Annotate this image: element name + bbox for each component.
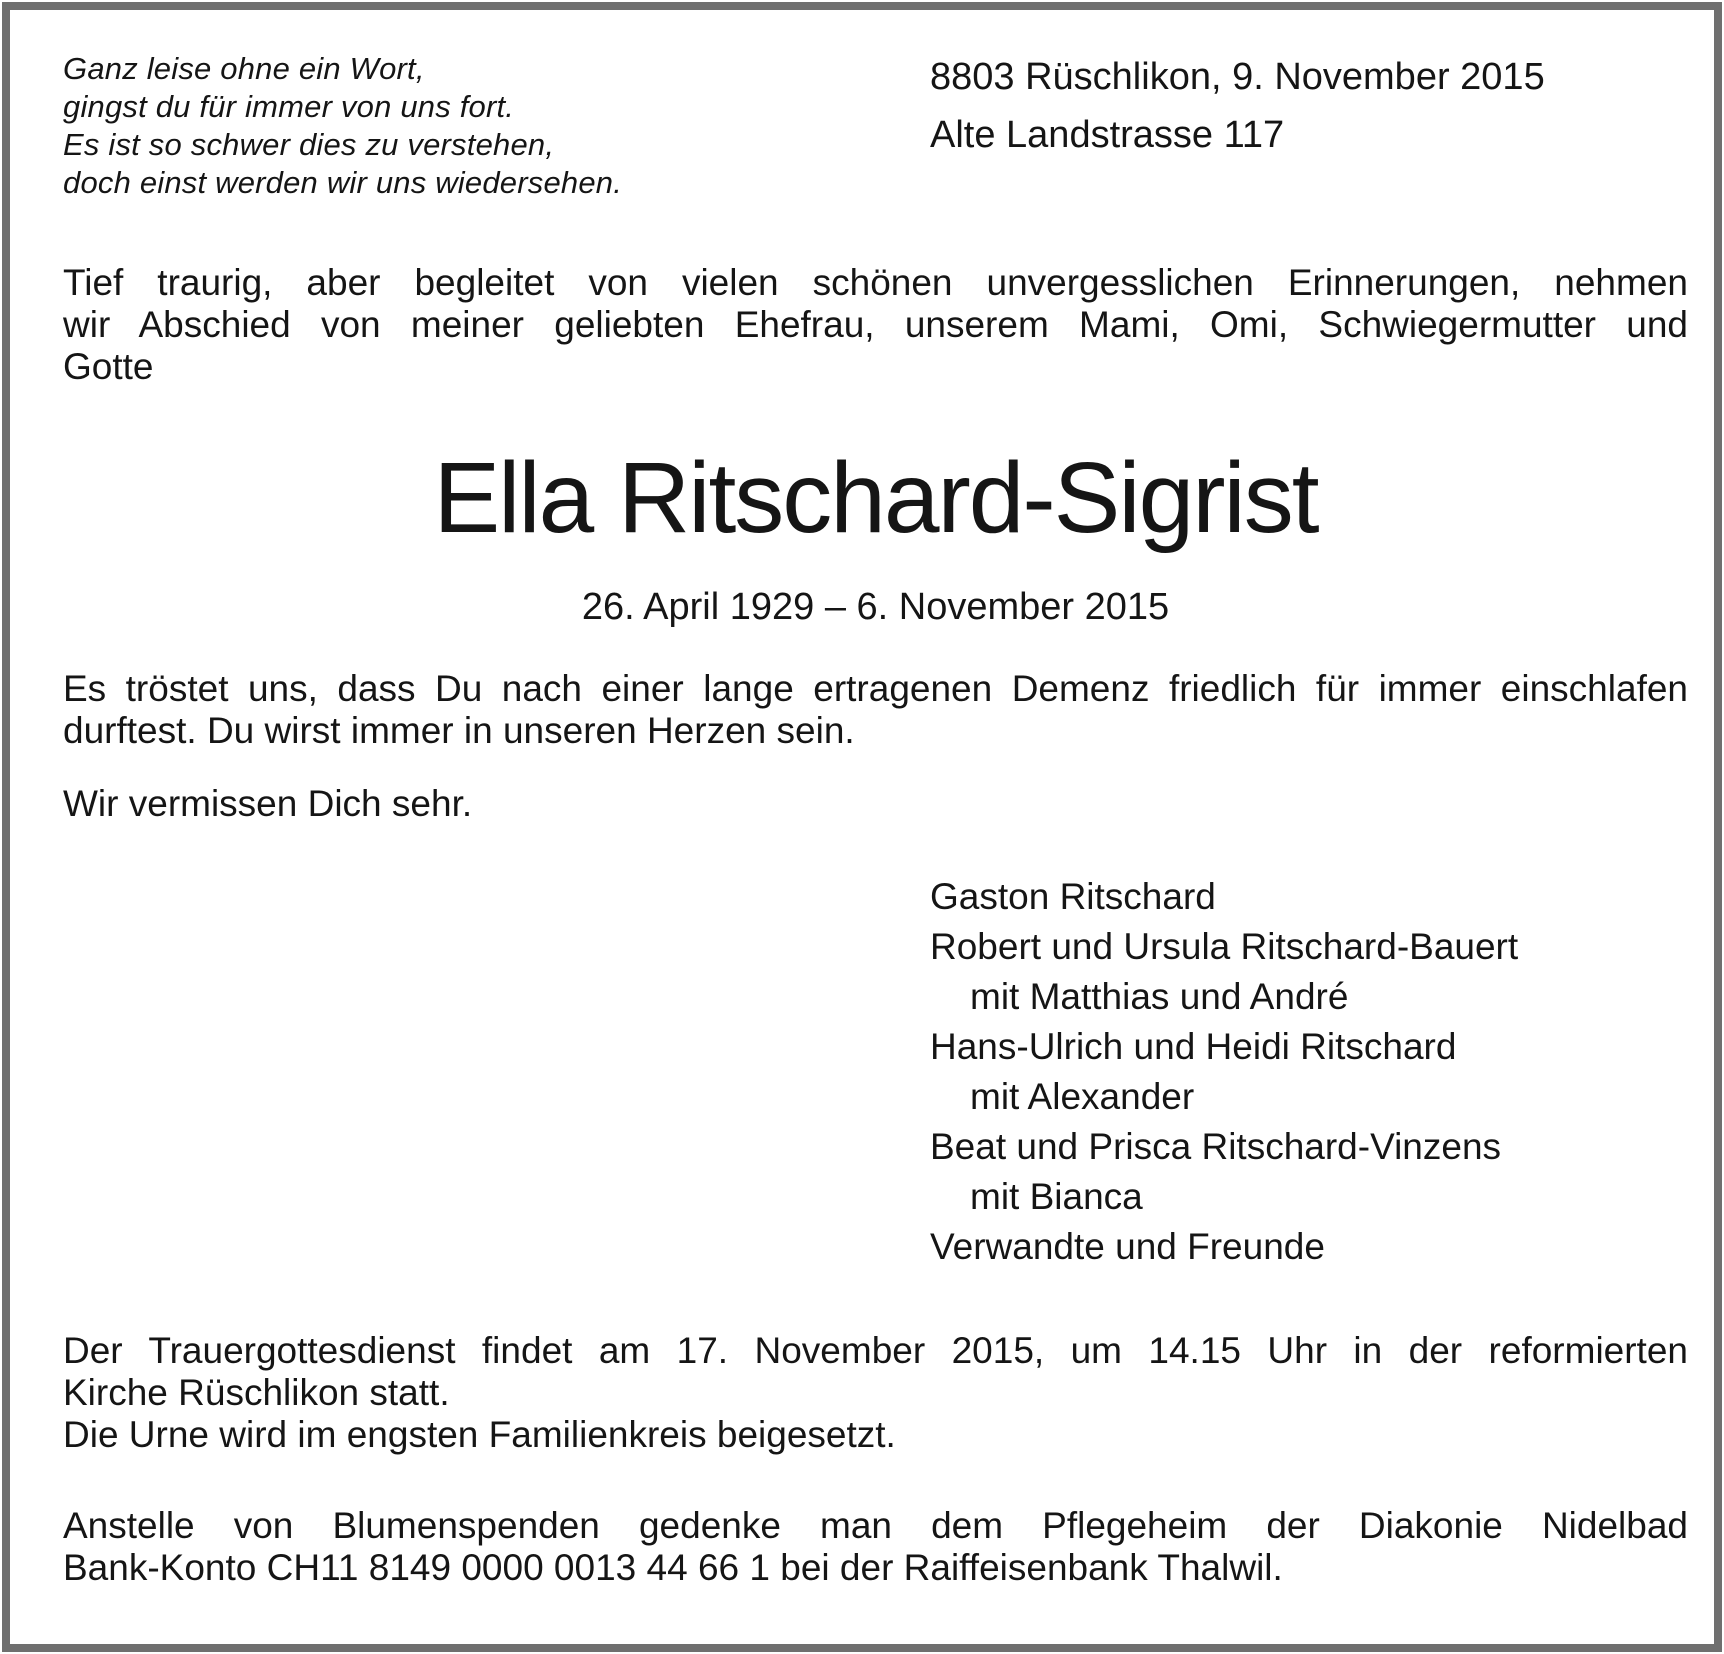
- mourners-list: [930, 872, 1518, 1272]
- header-right: [930, 48, 1545, 164]
- poem-line: Ganz leise ohne ein Wort,: [63, 51, 425, 86]
- life-dates: 26. April 1929 – 6. November 2015: [581, 586, 1170, 628]
- donation-line: Anstelle von Blumenspenden gedenke man dem Pflegeheim der Diakonie Nidelbad: [63, 1505, 1688, 1546]
- intro-line: Tief traurig, aber begleitet von vielen schönen unvergesslichen Erinnerungen, nehmen: [63, 262, 1688, 303]
- mourner-line: Verwandte und Freunde: [930, 1226, 1325, 1267]
- service-paragraph: [63, 1330, 1688, 1456]
- service-line: Kirche Rüschlikon statt.: [63, 1372, 450, 1413]
- mourner-sub-line: mit Bianca: [970, 1176, 1143, 1217]
- mourner-sub-line: mit Alexander: [970, 1076, 1195, 1117]
- consolation-line: durftest. Du wirst immer in unseren Herzen sein.: [63, 710, 855, 751]
- consolation-paragraph: [63, 668, 1688, 752]
- mourner-line: Robert und Ursula Ritschard-Bauert: [930, 926, 1519, 967]
- mourner-line: Hans-Ulrich und Heidi Ritschard: [930, 1026, 1457, 1067]
- address-line: Alte Landstrasse 117: [930, 114, 1285, 156]
- mourner-line: Gaston Ritschard: [930, 876, 1216, 917]
- poem-line: gingst du für immer von uns fort.: [63, 89, 515, 124]
- service-line: Der Trauergottesdienst findet am 17. November 2015, um 14.15 Uhr in der reformierten: [63, 1330, 1688, 1371]
- intro-line: wir Abschied von meiner geliebten Ehefrau, unserem Mami, Omi, Schwiegermutter und: [63, 304, 1688, 345]
- farewell-line: Wir vermissen Dich sehr.: [63, 783, 473, 824]
- service-line: Die Urne wird im engsten Familienkreis beigesetzt.: [63, 1414, 896, 1455]
- donation-paragraph: [63, 1505, 1688, 1589]
- donation-line: Bank-Konto CH11 8149 0000 0013 44 66 1 bei der Raiffeisenbank Thalwil.: [63, 1547, 1283, 1588]
- intro-paragraph: [63, 262, 1688, 388]
- poem-line: doch einst werden wir uns wiedersehen.: [63, 165, 623, 200]
- mourner-line: Beat und Prisca Ritschard-Vinzens: [930, 1126, 1502, 1167]
- consolation-line: Es tröstet uns, dass Du nach einer lange ertragenen Demenz friedlich für immer einschlafen: [63, 668, 1688, 709]
- intro-line: Gotte: [63, 346, 154, 387]
- poem-line: Es ist so schwer dies zu verstehen,: [63, 127, 555, 162]
- dateline: 8803 Rüschlikon, 9. November 2015: [930, 56, 1545, 98]
- mourner-sub-line: mit Matthias und André: [970, 976, 1349, 1017]
- deceased-name: Ella Ritschard-Sigrist: [433, 442, 1318, 554]
- poem: [63, 50, 622, 202]
